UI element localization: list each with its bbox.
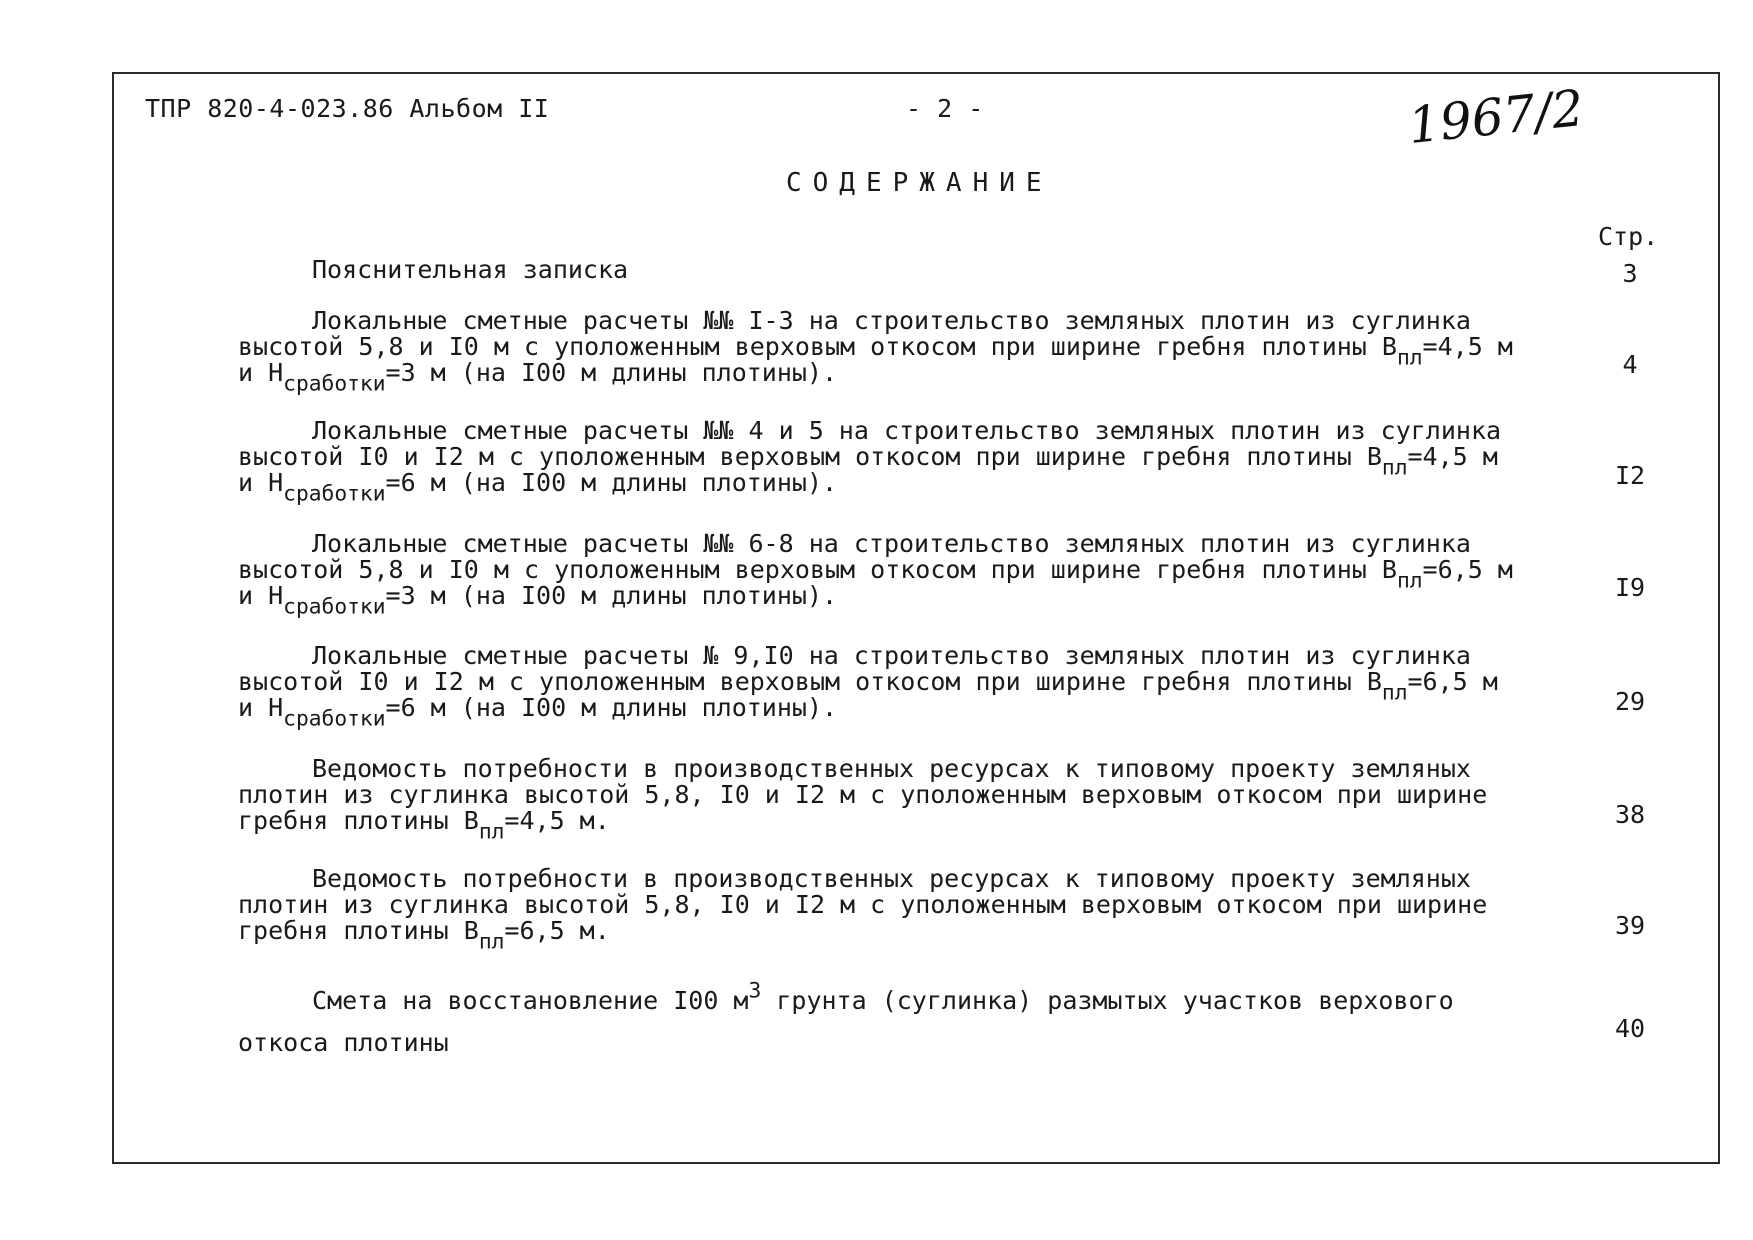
toc-entry-line-3: гребня плотины $В_{пл}=4,5$ м. bbox=[238, 806, 610, 845]
toc-entry bbox=[238, 306, 1558, 397]
toc-entry-line-2: высотой 5,8 и I0 м с уположенным верховым откосом при ширине гребня плотины $В_{пл}=4,5$ м bbox=[238, 332, 1513, 371]
toc-page-number: 39 bbox=[1614, 911, 1646, 940]
toc-entry bbox=[238, 641, 1558, 732]
page-title: СОДЕРЖАНИЕ bbox=[786, 168, 1053, 198]
toc-page-number: 4 bbox=[1622, 350, 1638, 379]
toc-entry bbox=[238, 416, 1558, 507]
toc-page-number: I9 bbox=[1614, 573, 1646, 602]
toc-entry-text: Пояснительная записка bbox=[312, 255, 629, 284]
toc-entry-line-1: Локальные сметные расчеты №№ 4 и 5 на строительство земляных плотин из суглинка bbox=[312, 416, 1502, 445]
toc-entry-line-2: плотин из суглинка высотой 5,8, I0 и I2 м с уположенным верховым откосом при ширине bbox=[238, 890, 1488, 919]
toc-page-number: 29 bbox=[1614, 687, 1646, 716]
page-column-header: Стр. bbox=[1598, 222, 1659, 251]
toc-entry bbox=[238, 980, 1558, 1064]
toc-entry-line-1: Локальные сметные расчеты №№ I-3 на строительство земляных плотин из суглинка bbox=[312, 306, 1471, 335]
toc-entry-line-3: гребня плотины $В_{пл}=6,5$ м. bbox=[238, 916, 610, 955]
toc-entry-line-2: высотой I0 и I2 м с уположенным верховым откосом при ширине гребня плотины $В_{пл}=4,5$ м bbox=[238, 442, 1498, 481]
toc-entry-line-2: высотой 5,8 и I0 м с уположенным верховым откосом при ширине гребня плотины $В_{пл}=6,5$ м bbox=[238, 555, 1513, 594]
toc-entry-line-1: Смета на восстановление I00 $м^3$ грунта (суглинка) размытых участков верхового bbox=[312, 978, 1454, 1015]
toc-page-number: 3 bbox=[1622, 259, 1638, 288]
page-number: - 2 - bbox=[906, 94, 984, 123]
toc-entry-line-2: высотой I0 и I2 м с уположенным верховым откосом при ширине гребня плотины $В_{пл}=6,5$ м bbox=[238, 667, 1498, 706]
toc-entry-line-1: Локальные сметные расчеты №№ 6-8 на строительство земляных плотин из суглинка bbox=[312, 529, 1471, 558]
toc-entry-line-3: и $Н_{сработки}=3$ м (на I00 м длины плотины). bbox=[238, 581, 838, 620]
toc-page-number: 38 bbox=[1614, 800, 1646, 829]
toc-entry-line-1: Ведомость потребности в производственных ресурсах к типовому проекту земляных bbox=[312, 864, 1471, 893]
toc-entry-line-2: плотин из суглинка высотой 5,8, I0 и I2 м с уположенным верховым откосом при ширине bbox=[238, 780, 1488, 809]
handwritten-number: 1967/2 bbox=[1405, 78, 1587, 156]
toc-entry-line-3: и $Н_{сработки}=3$ м (на I00 м длины плотины). bbox=[238, 358, 838, 397]
toc-entry bbox=[238, 529, 1558, 620]
toc-entry-line-2: откоса плотины bbox=[238, 1028, 449, 1057]
toc-entry-line-1: Ведомость потребности в производственных ресурсах к типовому проекту земляных bbox=[312, 754, 1471, 783]
toc-entry-line-3: и $Н_{сработки}=6$ м (на I00 м длины плотины). bbox=[238, 468, 838, 507]
toc-entry bbox=[238, 754, 1558, 845]
toc-entry-line-1: Локальные сметные расчеты № 9,I0 на строительство земляных плотин из суглинка bbox=[312, 641, 1471, 670]
document-code: ТПР 820-4-023.86 Альбом II bbox=[145, 94, 550, 123]
toc-entry bbox=[238, 257, 1558, 283]
toc-entry-line-3: и $Н_{сработки}=6$ м (на I00 м длины плотины). bbox=[238, 693, 838, 732]
toc-entry bbox=[238, 864, 1558, 955]
toc-page-number: I2 bbox=[1614, 461, 1646, 490]
toc-page-number: 40 bbox=[1614, 1014, 1646, 1043]
